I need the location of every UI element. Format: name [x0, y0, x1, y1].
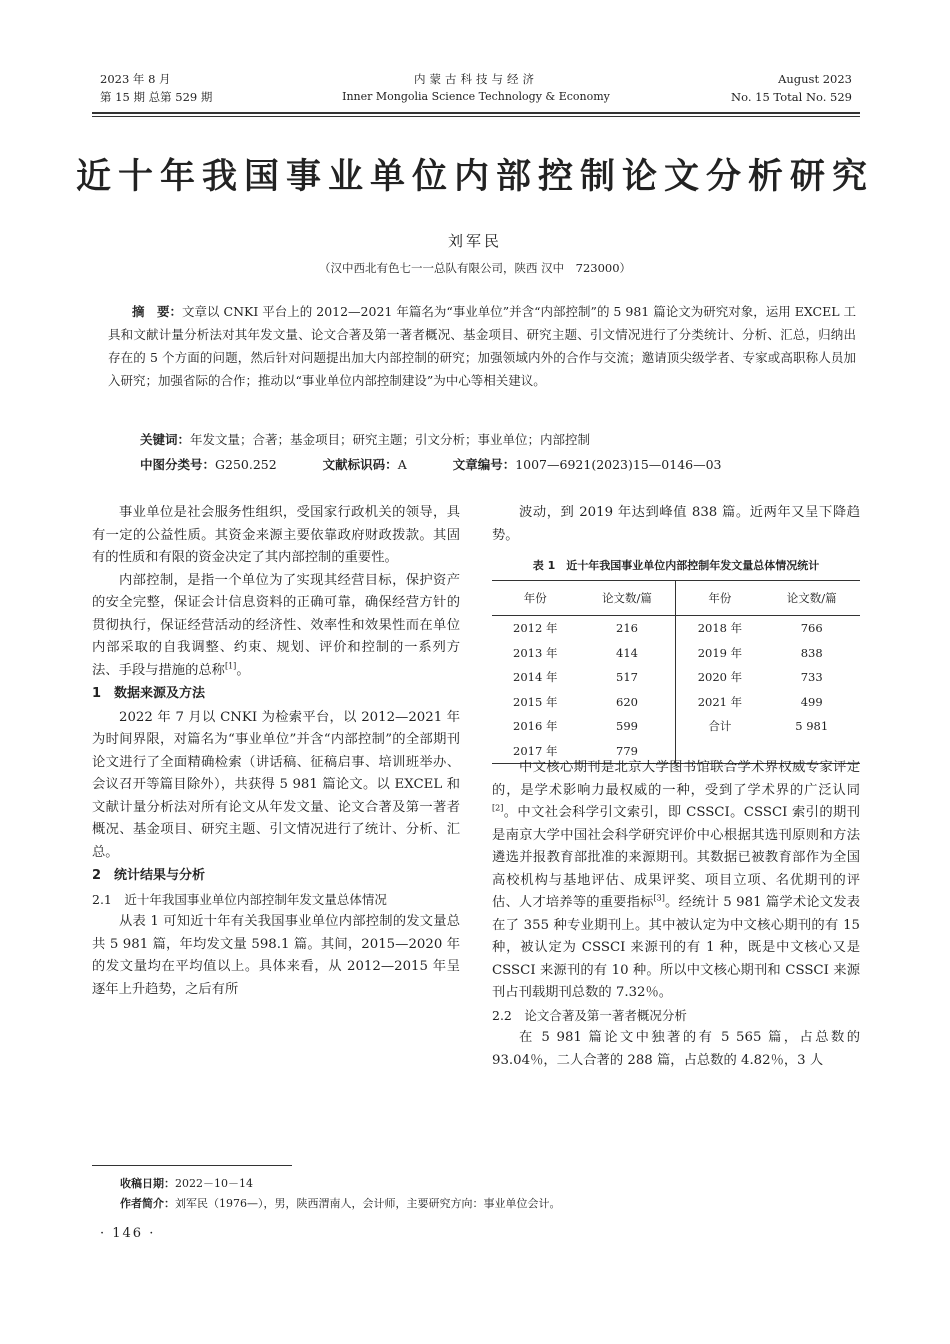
- citation-ref: [2]: [492, 803, 504, 813]
- footnote-author-bio: [120, 1195, 561, 1212]
- doc-code-label: 文献标识码：: [322, 457, 398, 472]
- paragraph: 2022 年 7 月以 CNKI 为检索平台，以 2012—2021 年为时间界限，对篇名为“事业单位”并含“内部控制”的全部期刊论文进行了全面精确检索（讲话稿、征稿启事、培训班举办、会议召开等篇目除外），共获得 5 981 篇论文。以 EXCEL 和文献计量分析法对所有论文从年发文量、论文合著及第一著者概况、基金项目、研究主题、引文情况进行了统计、分析、汇总。: [92, 709, 460, 860]
- received-label: 收稿日期：: [120, 1177, 175, 1190]
- paragraph: 在 5 981 篇论文中独著的有 5 565 篇，占总数的 93.04％，二人合著的 288 篇，占总数的 4.82％，3 人: [492, 1030, 860, 1068]
- table-header-cell: 论文数/篇: [578, 581, 676, 616]
- article-number-label: 文章编号：: [452, 457, 516, 472]
- table-header-cell: 年份: [676, 581, 763, 616]
- paragraph: 从表 1 可知近十年有关我国事业单位内部控制的发文量总共 5 981 篇，年均发文量 598.1 篇。其间，2015—2020 年的发文量均在平均值以上。具体来看，从 2012—2015 年呈逐年上升趋势，之后有所: [92, 914, 460, 997]
- page-number: · 146 ·: [100, 1226, 156, 1241]
- table-cell: 599: [578, 714, 676, 739]
- header-issue-cn: 第 15 期 总第 529 期: [100, 90, 213, 104]
- table-annual-publications: [492, 580, 860, 764]
- table-cell: 779: [578, 739, 676, 764]
- article-number-value: 1007—6921(2023)15—0146—03: [515, 457, 722, 472]
- footnote-rule: [92, 1165, 292, 1166]
- header-issue-en: No. 15 Total No. 529: [731, 90, 852, 104]
- left-column: [92, 502, 460, 1001]
- author-name: 刘军民: [447, 232, 502, 250]
- header-rule-thin: [92, 116, 860, 117]
- table-cell: 2014 年: [513, 670, 558, 685]
- table-cell: 216: [578, 616, 676, 641]
- table-row: [492, 665, 860, 690]
- article-title: 近十年我国事业单位内部控制论文分析研究: [75, 156, 874, 197]
- header-right: [731, 70, 852, 106]
- table-cell: 2017 年: [492, 739, 578, 764]
- table-row: [492, 714, 860, 739]
- right-column-top: [492, 502, 860, 547]
- table-cell: 620: [578, 690, 676, 715]
- running-header: [100, 70, 852, 116]
- table-cell: 517: [578, 665, 676, 690]
- abstract: [108, 300, 856, 392]
- table-cell: 5 981: [795, 719, 829, 734]
- table-cell: 499: [800, 694, 823, 709]
- subsection-heading: 2.1 近十年我国事业单位内部控制年发文量总体情况: [92, 891, 387, 907]
- table-cell: 2015 年: [513, 694, 558, 709]
- table-cell: 2021 年: [697, 694, 743, 709]
- table-caption: 表 1 近十年我国事业单位内部控制年发文量总体情况统计: [532, 559, 820, 572]
- table-cell: 2018 年: [697, 621, 743, 636]
- section-heading: 1 数据来源及方法: [92, 686, 206, 701]
- footnote-received: [120, 1175, 253, 1192]
- clc-value: G250.252: [215, 457, 277, 472]
- table-cell: 2013 年: [513, 645, 558, 660]
- table-cell: 2020 年: [697, 670, 743, 685]
- table-cell: 合计: [708, 719, 732, 734]
- paragraph: 事业单位是社会服务性组织，受国家行政机关的领导，具有一定的公益性质。其资金来源主要依靠政府财政拨款。其固有的性质和有限的资金决定了其内部控制的重要性。: [92, 505, 460, 565]
- classification-line: [140, 453, 856, 476]
- section-heading: 2 统计结果与分析: [92, 868, 206, 883]
- paragraph: 波动，到 2019 年达到峰值 838 篇。近两年又呈下降趋势。: [492, 505, 860, 543]
- author-affiliation: （汉中西北有色七一一总队有限公司，陕西 汉中 723000）: [318, 261, 632, 275]
- table-cell: 766: [800, 621, 823, 636]
- header-date-cn: 2023 年 8 月: [100, 72, 171, 86]
- table-row: [492, 616, 860, 641]
- table-header-cell: 年份: [492, 581, 578, 616]
- keywords-text: 年发文量；合著；基金项目；研究主题；引文分析；事业单位；内部控制: [190, 432, 591, 447]
- table-row: [492, 641, 860, 666]
- citation-ref: [1]: [224, 661, 237, 671]
- right-column-bottom: [492, 757, 860, 1072]
- bio-value: 刘军民（1976—），男，陕西渭南人，会计师，主要研究方向：事业单位会计。: [175, 1197, 561, 1210]
- subsection-heading: 2.2 论文合著及第一著者概况分析: [492, 1007, 687, 1023]
- journal-name-cn: 内蒙古科技与经济: [414, 72, 538, 86]
- keywords: [140, 428, 856, 451]
- paragraph: 中文核心期刊是北京大学图书馆联合学术界权威专家评定的，是学术影响力最权威的一种，受到了学术界的广泛认同[2]。中文社会科学引文索引，即 CSSCI。CSSCI 索引的期刊是南京大学中国社会科学研究评价中心根据其选刊原则和方法遴选并报教育部批准的来源期刊。其数据已被教育部作为全国高校机构与基地评估、成果评奖、项目立项、名优期刊的评估、人才培养等的重要指标[3]。经统计 5 981 篇学术论文发表在了 355 种专业期刊上。其中被认定为中文核心期刊的有 15 种，被认定为 CSSCI 来源刊的有 1 种，既是中文核心又是 CSSCI 来源刊的有 10 种。所以中文核心期刊和 CSSCI 来源刊占刊载期刊总数的 7.32％。: [492, 760, 860, 1000]
- keywords-label: 关键词：: [140, 432, 191, 447]
- table-cell: 2016 年: [513, 719, 558, 734]
- paragraph: 内部控制，是指一个单位为了实现其经营目标，保护资产的安全完整，保证会计信息资料的正确可靠，确保经营方针的贯彻执行，保证经营活动的经济性、效率性和效果性而在单位内部采取的自我调整、约束、规划、评价和控制的一系列方法、手段与措施的总称[1]。: [92, 572, 460, 678]
- table-cell: 2012 年: [513, 621, 558, 636]
- journal-name-en: Inner Mongolia Science Technology & Economy: [342, 90, 610, 103]
- bio-label: 作者简介：: [120, 1197, 175, 1210]
- table-cell: 414: [578, 641, 676, 666]
- table-row: [492, 690, 860, 715]
- table-cell: 2019 年: [697, 645, 743, 660]
- abstract-text: 文章以 CNKI 平台上的 2012—2021 年篇名为“事业单位”并含“内部控制”的 5 981 篇论文为研究对象，运用 EXCEL 工具和文献计量分析法对其年发文量、论文合著及第一著者概况、基金项目、研究主题、引文情况进行了分类统计、分析、汇总，归纳出存在的 5 个方面的问题，然后针对问题提出加大内部控制的研究；加强领域内外的合作与交流；邀请顶尖级学者、专家或高职称人员加入研究；加强省际的合作；推动以“事业单位内部控制建设”为中心等相关建议。: [108, 304, 856, 388]
- table-header-cell: 论文数/篇: [763, 581, 860, 616]
- received-value: 2022－10－14: [175, 1177, 253, 1190]
- table-cell: 838: [800, 645, 823, 660]
- table-cell: 733: [800, 670, 823, 685]
- clc-label: 中图分类号：: [140, 457, 216, 472]
- abstract-label: 摘 要：: [132, 304, 183, 319]
- citation-ref: [3]: [653, 893, 665, 903]
- doc-code-value: A: [397, 457, 407, 472]
- table-header-row: [492, 581, 860, 616]
- header-rule-thick: [92, 112, 860, 114]
- header-date-en: August 2023: [778, 72, 852, 86]
